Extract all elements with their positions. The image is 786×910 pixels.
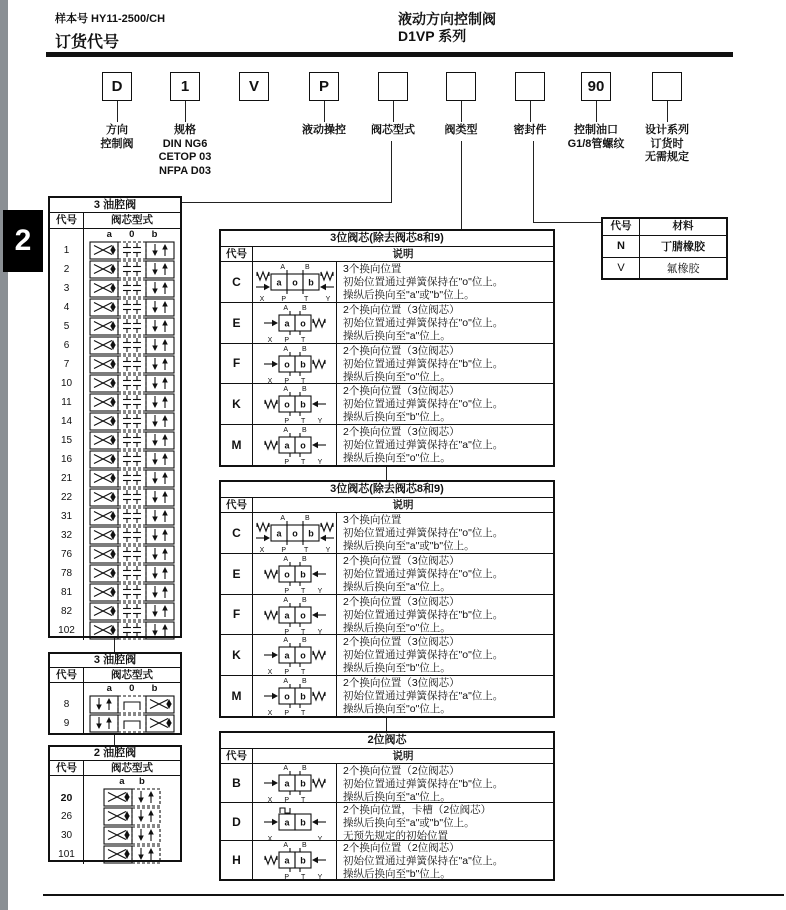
svg-text:P: P bbox=[283, 710, 289, 718]
svg-text:B: B bbox=[301, 764, 307, 772]
svg-text:a: a bbox=[283, 318, 290, 329]
svg-text:b: b bbox=[307, 277, 314, 288]
spool-row: 14 bbox=[50, 412, 180, 431]
spool-row: 8 bbox=[50, 695, 180, 714]
svg-text:o: o bbox=[299, 440, 306, 451]
svg-text:B: B bbox=[301, 345, 307, 353]
spool-symbol bbox=[84, 393, 180, 412]
svg-text:P: P bbox=[283, 336, 289, 344]
spool-row: 16 bbox=[50, 450, 180, 469]
svg-text:a: a bbox=[275, 277, 282, 288]
svg-text:X: X bbox=[267, 336, 272, 344]
spool-row: 82 bbox=[50, 602, 180, 621]
product-series: D1VP 系列 bbox=[398, 28, 467, 44]
spool-symbol bbox=[84, 431, 180, 450]
spool-symbol bbox=[84, 260, 180, 279]
svg-text:X: X bbox=[259, 546, 264, 554]
valve-type-row: H a b A B P T Y 2个换向位置（2位阀芯） 初始位置通过弹簧保持在"a"位上。 操纵后换向至"b"位上。 bbox=[221, 841, 553, 879]
code-label-pilot: 液动操控 bbox=[302, 124, 346, 136]
page-edge-strip bbox=[0, 0, 8, 910]
spool-row: 9 bbox=[50, 714, 180, 733]
valve-type-row: C a o b A B P T X Y 3个换向位置 初始位置通过弹簧保持在"o"位上。 操纵后换向至"a"或"b"位上。 bbox=[221, 262, 553, 303]
code-label-seal: 密封件 bbox=[513, 124, 547, 136]
spool-symbol bbox=[84, 374, 180, 393]
code-box-type bbox=[446, 72, 476, 101]
leader-line bbox=[530, 101, 531, 122]
svg-text:o: o bbox=[283, 359, 290, 369]
valve-type-row: E o b A B P T Y 2个换向位置（3位阀芯） 初始位置通过弹簧保持在"o"位上。 操纵后换向至"a"位上。 bbox=[221, 554, 553, 595]
code-box-port: 90 bbox=[581, 72, 611, 101]
code-box-seal bbox=[515, 72, 545, 101]
code-label-design: 设计系列 订货时 无需规定 bbox=[645, 124, 689, 163]
spool-row: 76 bbox=[50, 545, 180, 564]
svg-text:Y: Y bbox=[317, 459, 322, 467]
spool-row: 6 bbox=[50, 336, 180, 355]
valve-type-row: M o b A B P T X 2个换向位置（3位阀芯） 初始位置通过弹簧保持在"a"位上。 操纵后换向至"o"位上。 bbox=[221, 676, 553, 716]
spool-symbol bbox=[84, 526, 180, 545]
spool-symbol bbox=[84, 317, 180, 336]
spool-row: 1 bbox=[50, 241, 180, 260]
svg-text:T: T bbox=[300, 418, 305, 426]
valve-symbol bbox=[253, 764, 337, 802]
svg-text:T: T bbox=[300, 628, 305, 636]
connector-left-tables bbox=[114, 638, 115, 652]
svg-text:X: X bbox=[267, 669, 272, 677]
svg-text:T: T bbox=[300, 587, 305, 595]
svg-text:b: b bbox=[307, 528, 314, 539]
seal-row: V 氟橡胶 bbox=[603, 258, 726, 279]
spool-row: 30 bbox=[50, 826, 180, 845]
valve-symbol bbox=[253, 676, 337, 716]
svg-text:A: A bbox=[282, 555, 288, 563]
connector-right-tables bbox=[386, 718, 387, 731]
valve-symbol bbox=[253, 262, 337, 302]
svg-text:P: P bbox=[283, 796, 289, 804]
spool-symbol bbox=[84, 695, 180, 714]
svg-text:o: o bbox=[299, 318, 306, 329]
seal-material-table: 代号 材料 N 丁腈橡胶 V 氟橡胶 bbox=[601, 217, 728, 280]
svg-text:o: o bbox=[291, 528, 298, 539]
code-label-type: 阀类型 bbox=[444, 124, 478, 136]
valve-type-table-2pos: 2位阀芯 代号 说明 B a b A B P T X 2个换向位置（2位阀芯） 初始位置通过弹簧保持在"b"位上。 操纵后换向至"a"位上。 D a b X Y 2个换向位置，卡槽（2位阀芯） 操纵后换向至"a"或"b"位上。 无预先规定的初始位置 H a b A B P T Y 2个换向位置（2位阀芯） 初始位置通过弹簧保持在"a"位上。 操纵后换向至"b"位上。 bbox=[219, 731, 555, 881]
spool-row: 81 bbox=[50, 583, 180, 602]
svg-text:b: b bbox=[299, 359, 306, 369]
spool-row: 4 bbox=[50, 298, 180, 317]
svg-text:T: T bbox=[300, 377, 305, 385]
svg-text:B: B bbox=[301, 637, 307, 645]
svg-text:X: X bbox=[267, 710, 272, 718]
svg-text:o: o bbox=[283, 691, 290, 702]
svg-text:P: P bbox=[283, 628, 289, 636]
spool-row: 101 bbox=[50, 845, 180, 864]
valve-type-row: B a b A B P T X 2个换向位置（2位阀芯） 初始位置通过弹簧保持在"b"位上。 操纵后换向至"a"位上。 bbox=[221, 764, 553, 803]
code-box-size: 1 bbox=[170, 72, 200, 101]
code-label-port: 控制油口 G1/8管螺纹 bbox=[567, 124, 625, 150]
valve-symbol bbox=[253, 513, 337, 553]
spool-symbol bbox=[84, 279, 180, 298]
spool-symbol bbox=[84, 583, 180, 602]
code-label-size: 规格 DIN NG6 CETOP 03 NFPA D03 bbox=[158, 124, 212, 177]
svg-text:a: a bbox=[283, 855, 290, 866]
svg-text:A: A bbox=[282, 345, 288, 353]
svg-text:B: B bbox=[304, 263, 310, 271]
svg-text:Y: Y bbox=[317, 418, 322, 426]
svg-text:A: A bbox=[282, 637, 288, 645]
svg-text:P: P bbox=[283, 377, 289, 385]
svg-text:b: b bbox=[299, 569, 306, 580]
svg-text:a: a bbox=[283, 650, 290, 661]
svg-text:T: T bbox=[300, 336, 305, 344]
spool-symbol bbox=[84, 412, 180, 431]
svg-text:A: A bbox=[282, 304, 288, 312]
spool-symbol bbox=[84, 450, 180, 469]
svg-text:T: T bbox=[300, 459, 305, 467]
svg-text:b: b bbox=[299, 778, 306, 789]
spool-symbol bbox=[84, 336, 180, 355]
spool-row: 26 bbox=[50, 807, 180, 826]
leader-line bbox=[393, 101, 394, 122]
header-left bbox=[55, 10, 165, 52]
svg-text:a: a bbox=[283, 817, 290, 828]
svg-text:o: o bbox=[283, 399, 290, 410]
spool-symbol bbox=[84, 488, 180, 507]
valve-symbol bbox=[253, 344, 337, 384]
svg-text:T: T bbox=[300, 874, 305, 882]
svg-text:a: a bbox=[283, 610, 290, 620]
code-label-spool: 阀芯型式 bbox=[371, 124, 415, 136]
svg-text:A: A bbox=[282, 596, 288, 604]
connector-type bbox=[461, 141, 462, 229]
valve-symbol bbox=[253, 425, 337, 465]
code-box-v: V bbox=[239, 72, 269, 101]
spool-symbol bbox=[84, 845, 180, 864]
valve-symbol bbox=[253, 554, 337, 594]
svg-text:a: a bbox=[283, 440, 290, 451]
code-box-pilot: P bbox=[309, 72, 339, 101]
svg-text:P: P bbox=[280, 546, 286, 554]
svg-text:A: A bbox=[282, 764, 288, 772]
svg-text:A: A bbox=[279, 263, 285, 271]
svg-text:Y: Y bbox=[317, 874, 322, 882]
valve-type-row: K a o A B P T X 2个换向位置（3位阀芯） 初始位置通过弹簧保持在"o"位上。 操纵后换向至"b"位上。 bbox=[221, 635, 553, 676]
connector-left-tables bbox=[114, 735, 115, 745]
valve-type-row: M a o A B P T Y 2个换向位置（3位阀芯） 初始位置通过弹簧保持在"a"位上。 操纵后换向至"o"位上。 bbox=[221, 425, 553, 465]
valve-symbol bbox=[253, 303, 337, 343]
header-rule bbox=[46, 52, 733, 57]
spool-symbol bbox=[84, 507, 180, 526]
svg-text:o: o bbox=[283, 569, 290, 580]
valve-symbol bbox=[253, 841, 337, 882]
spool-row: 2 bbox=[50, 260, 180, 279]
svg-text:T: T bbox=[300, 669, 305, 677]
svg-text:B: B bbox=[301, 555, 307, 563]
svg-text:A: A bbox=[282, 678, 288, 686]
code-box-design bbox=[652, 72, 682, 101]
spool-row: 11 bbox=[50, 393, 180, 412]
leader-line bbox=[461, 101, 462, 122]
connector-spool bbox=[391, 141, 392, 203]
spool-symbol bbox=[84, 469, 180, 488]
svg-text:P: P bbox=[283, 459, 289, 467]
svg-text:Y: Y bbox=[317, 835, 322, 843]
seal-row: N 丁腈橡胶 bbox=[603, 236, 726, 258]
product-title: 液动方向控制阀 bbox=[398, 11, 496, 27]
connector-seal bbox=[533, 141, 534, 223]
svg-text:T: T bbox=[303, 295, 308, 303]
svg-text:o: o bbox=[291, 277, 298, 288]
svg-text:B: B bbox=[301, 304, 307, 312]
valve-type-row: E a o A B P T X 2个换向位置（3位阀芯） 初始位置通过弹簧保持在"o"位上。 操纵后换向至"a"位上。 bbox=[221, 303, 553, 344]
spool-row: 31 bbox=[50, 507, 180, 526]
svg-text:Y: Y bbox=[317, 628, 322, 636]
spool-table-2chamber: 2 油腔阀 代号 阀芯型式 a b 20 26 30 101 bbox=[48, 745, 182, 862]
svg-text:B: B bbox=[301, 386, 307, 394]
spool-table-3chamber-89: 3 油腔阀 代号 阀芯型式 a 0 b 8 9 bbox=[48, 652, 182, 735]
spool-symbol bbox=[84, 602, 180, 621]
svg-text:o: o bbox=[299, 650, 306, 661]
svg-text:b: b bbox=[299, 817, 306, 828]
leader-line bbox=[596, 101, 597, 122]
svg-text:X: X bbox=[267, 835, 272, 843]
valve-type-table-1: 3位阀芯(除去阀芯8和9) 代号 说明 C a o b A B P T X Y 3个换向位置 初始位置通过弹簧保持在"o"位上。 操纵后换向至"a"或"b"位上。 E a o A B P T X 2个换向位置（3位阀芯） 初始位置通过弹簧保持在"o"位上。 操纵后换向至"a"位上。 F o b A B P T X 2个换向位置（3位阀芯） 初始位置通过弹簧保持在"b"位上。 操纵后换向至"o"位上。 K o b A B P T Y 2个换向位置（3位阀芯） 初始位置通过弹簧保持在"o"位上。 操纵后换向至"b"位上。 M a o A B P T Y 2个换向位置（3位阀芯） 初始位置通过弹簧保持在"a"位上。 操纵后换向至"o"位上。 bbox=[219, 229, 555, 467]
svg-text:T: T bbox=[303, 546, 308, 554]
svg-text:Y: Y bbox=[325, 546, 330, 554]
sample-number: 样本号 HY11-2500/CH bbox=[55, 13, 166, 25]
svg-text:B: B bbox=[301, 678, 307, 686]
leader-line bbox=[324, 101, 325, 122]
valve-symbol bbox=[253, 635, 337, 675]
spool-symbol bbox=[84, 807, 180, 826]
svg-text:A: A bbox=[279, 514, 285, 522]
footer-rule bbox=[43, 894, 784, 896]
spool-symbol bbox=[84, 621, 180, 640]
spool-row: 5 bbox=[50, 317, 180, 336]
svg-text:Y: Y bbox=[325, 295, 330, 303]
valve-type-row: F o b A B P T X 2个换向位置（3位阀芯） 初始位置通过弹簧保持在"b"位上。 操纵后换向至"o"位上。 bbox=[221, 344, 553, 385]
spool-row: 3 bbox=[50, 279, 180, 298]
svg-text:P: P bbox=[283, 874, 289, 882]
spool-symbol bbox=[84, 355, 180, 374]
svg-text:P: P bbox=[280, 295, 286, 303]
page-title: 订货代号 bbox=[55, 34, 120, 51]
valve-type-table-2: 3位阀芯(除去阀芯8和9) 代号 说明 C a o b A B P T X Y 3个换向位置 初始位置通过弹簧保持在"o"位上。 操纵后换向至"a"或"b"位上。 E o b A B P T Y 2个换向位置（3位阀芯） 初始位置通过弹簧保持在"o"位上。 操纵后换向至"a"位上。 F a o A B P T Y 2个换向位置（3位阀芯） 初始位置通过弹簧保持在"b"位上。 操纵后换向至"o"位上。 K a o A B P T X 2个换向位置（3位阀芯） 初始位置通过弹簧保持在"o"位上。 操纵后换向至"b"位上。 M o b A B P T X 2个换向位置（3位阀芯） 初始位置通过弹簧保持在"a"位上。 操纵后换向至"o"位上。 bbox=[219, 480, 555, 718]
svg-text:X: X bbox=[259, 295, 264, 303]
spool-row: 10 bbox=[50, 374, 180, 393]
svg-text:b: b bbox=[299, 399, 306, 410]
svg-text:Y: Y bbox=[317, 587, 322, 595]
leader-line bbox=[185, 101, 186, 122]
svg-text:A: A bbox=[282, 386, 288, 394]
svg-text:b: b bbox=[299, 855, 306, 866]
svg-text:B: B bbox=[301, 842, 307, 850]
valve-symbol bbox=[253, 803, 337, 841]
spool-row: 32 bbox=[50, 526, 180, 545]
spool-row: 21 bbox=[50, 469, 180, 488]
code-box-spool bbox=[378, 72, 408, 101]
svg-text:T: T bbox=[300, 796, 305, 804]
leader-line bbox=[667, 101, 668, 122]
spool-row: 22 bbox=[50, 488, 180, 507]
chapter-tab: 2 bbox=[3, 210, 43, 272]
svg-text:a: a bbox=[283, 778, 290, 789]
svg-text:B: B bbox=[301, 427, 307, 435]
svg-text:A: A bbox=[282, 842, 288, 850]
leader-line bbox=[117, 101, 118, 122]
spool-table-3chamber: 3 油腔阀 代号 阀芯型式 a 0 b 1 2 3 4 5 6 7 10 11 14 15 16 21 22 31 32 76 78 81 82 102 bbox=[48, 196, 182, 638]
svg-text:b: b bbox=[299, 691, 306, 702]
svg-text:T: T bbox=[300, 710, 305, 718]
svg-text:P: P bbox=[283, 587, 289, 595]
svg-text:P: P bbox=[283, 669, 289, 677]
spool-symbol bbox=[84, 564, 180, 583]
svg-text:o: o bbox=[299, 610, 306, 620]
header-right bbox=[398, 11, 496, 45]
spool-row: 7 bbox=[50, 355, 180, 374]
svg-text:P: P bbox=[283, 418, 289, 426]
svg-text:X: X bbox=[267, 377, 272, 385]
spool-symbol bbox=[84, 826, 180, 845]
connector-spool bbox=[182, 202, 392, 203]
code-box-valve: D bbox=[102, 72, 132, 101]
svg-text:A: A bbox=[282, 427, 288, 435]
spool-symbol bbox=[84, 298, 180, 317]
svg-text:B: B bbox=[301, 596, 307, 604]
spool-row: 78 bbox=[50, 564, 180, 583]
spool-row: 102 bbox=[50, 621, 180, 640]
code-label-valve: 方向 控制阀 bbox=[100, 124, 134, 150]
connector-right-tables bbox=[386, 467, 387, 480]
valve-symbol bbox=[253, 595, 337, 635]
connector-seal bbox=[533, 222, 601, 223]
spool-symbol bbox=[84, 241, 180, 260]
valve-symbol bbox=[253, 384, 337, 424]
valve-type-row: F a o A B P T Y 2个换向位置（3位阀芯） 初始位置通过弹簧保持在"b"位上。 操纵后换向至"o"位上。 bbox=[221, 595, 553, 636]
spool-symbol bbox=[84, 545, 180, 564]
svg-text:B: B bbox=[304, 514, 310, 522]
spool-row: 20 bbox=[50, 788, 180, 807]
spool-symbol bbox=[84, 714, 180, 733]
valve-type-row: C a o b A B P T X Y 3个换向位置 初始位置通过弹簧保持在"o"位上。 操纵后换向至"a"或"b"位上。 bbox=[221, 513, 553, 554]
svg-text:X: X bbox=[267, 796, 272, 804]
svg-text:a: a bbox=[275, 528, 282, 539]
spool-symbol bbox=[84, 788, 180, 807]
valve-type-row: D a b X Y 2个换向位置，卡槽（2位阀芯） 操纵后换向至"a"或"b"位上。 无预先规定的初始位置 bbox=[221, 803, 553, 842]
valve-type-row: K o b A B P T Y 2个换向位置（3位阀芯） 初始位置通过弹簧保持在"o"位上。 操纵后换向至"b"位上。 bbox=[221, 384, 553, 425]
spool-row: 15 bbox=[50, 431, 180, 450]
